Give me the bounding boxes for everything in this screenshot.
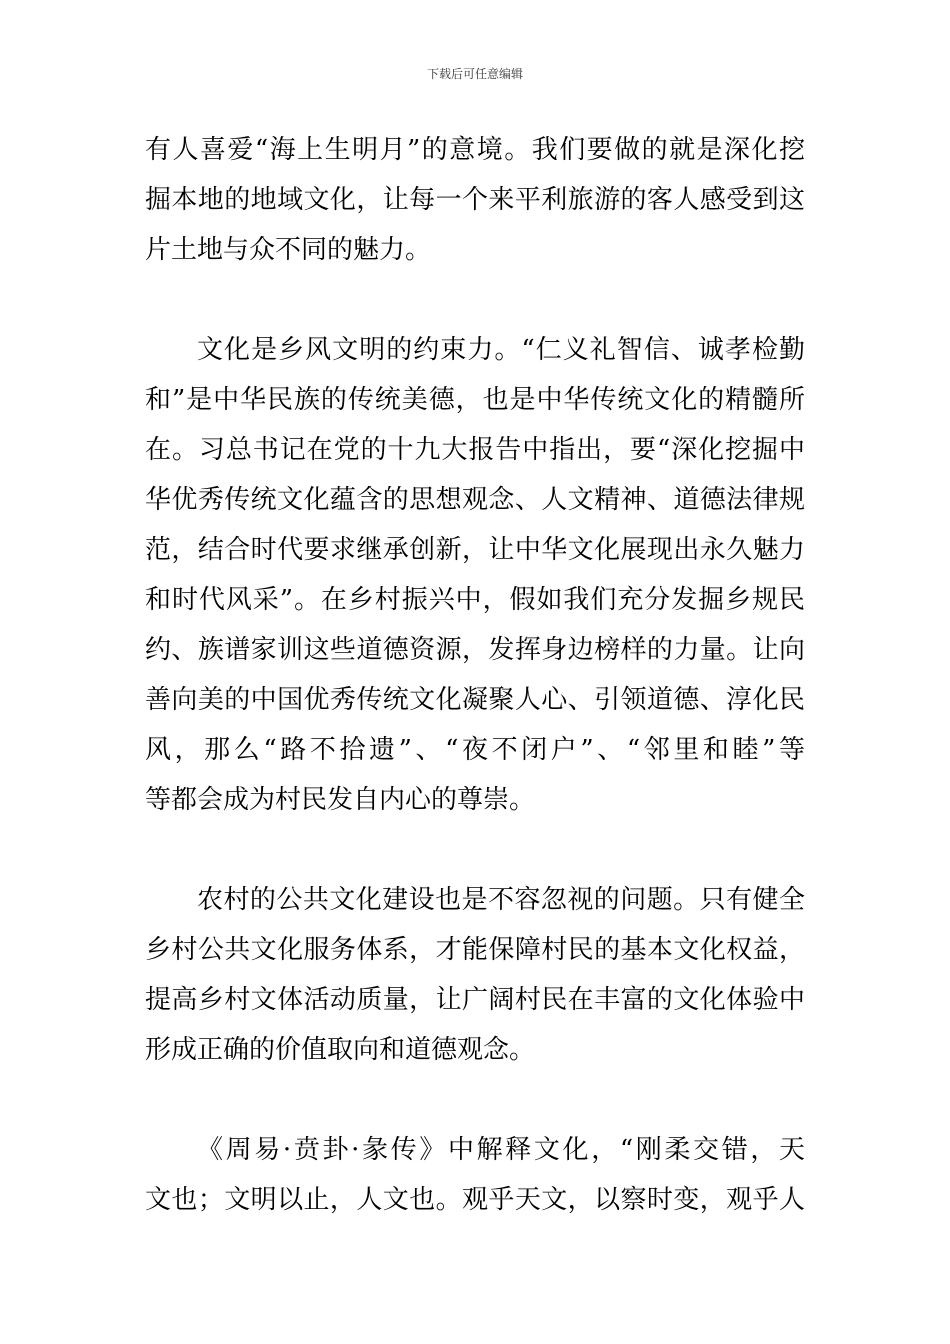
text-line: 有人喜爱“海上生明月”的意境。我们要做的就是深化挖 — [145, 135, 805, 165]
text-line: 和时代风采”。在乡村振兴中，假如我们充分发掘乡规民 — [145, 585, 805, 615]
text-line: 华优秀传统文化蕴含的思想观念、人文精神、道德法律规 — [145, 485, 805, 515]
text-line: 片土地与众不同的魅力。 — [145, 235, 432, 265]
text-line: 乡村公共文化服务体系，才能保障村民的基本文化权益， — [145, 935, 805, 965]
paragraph-4 — [145, 1125, 805, 1225]
text-line: 文化是乡风文明的约束力。“仁义礼智信、诚孝检勤 — [197, 335, 805, 365]
paragraph-3 — [145, 875, 805, 1075]
text-line: 《周易·贲卦·彖传》中解释文化，“刚柔交错，天 — [197, 1135, 805, 1165]
paragraph-gap — [145, 1075, 805, 1125]
text-line: 农村的公共文化建设也是不容忽视的问题。只有健全 — [197, 885, 805, 915]
document-body — [145, 125, 805, 1225]
text-line: 约、族谱家训这些道德资源，发挥身边榜样的力量。让向 — [145, 635, 805, 665]
paragraph-gap — [145, 275, 805, 325]
page-header-note: 下载后可任意编辑 — [426, 67, 523, 81]
text-line: 文也；文明以止，人文也。观乎天文，以察时变，观乎人 — [145, 1185, 805, 1215]
paragraph-2 — [145, 325, 805, 825]
text-line: 在。习总书记在党的十九大报告中指出，要“深化挖掘中 — [145, 435, 805, 465]
paragraph-1 — [145, 125, 805, 275]
text-line: 善向美的中国优秀传统文化凝聚人心、引领道德、淳化民 — [145, 685, 805, 715]
text-line: 形成正确的价值取向和道德观念。 — [145, 1035, 536, 1065]
paragraph-gap — [145, 825, 805, 875]
text-line: 掘本地的地域文化，让每一个来平利旅游的客人感受到这 — [145, 185, 805, 215]
text-line: 和”是中华民族的传统美德，也是中华传统文化的精髓所 — [145, 385, 805, 415]
text-line: 范，结合时代要求继承创新，让中华文化展现出永久魅力 — [145, 535, 805, 565]
text-line: 风，那么“路不拾遗”、“夜不闭户”、“邻里和睦”等 — [145, 735, 805, 765]
text-line: 提高乡村文体活动质量，让广阔村民在丰富的文化体验中 — [145, 985, 805, 1015]
text-line: 等都会成为村民发自内心的尊崇。 — [145, 785, 536, 815]
